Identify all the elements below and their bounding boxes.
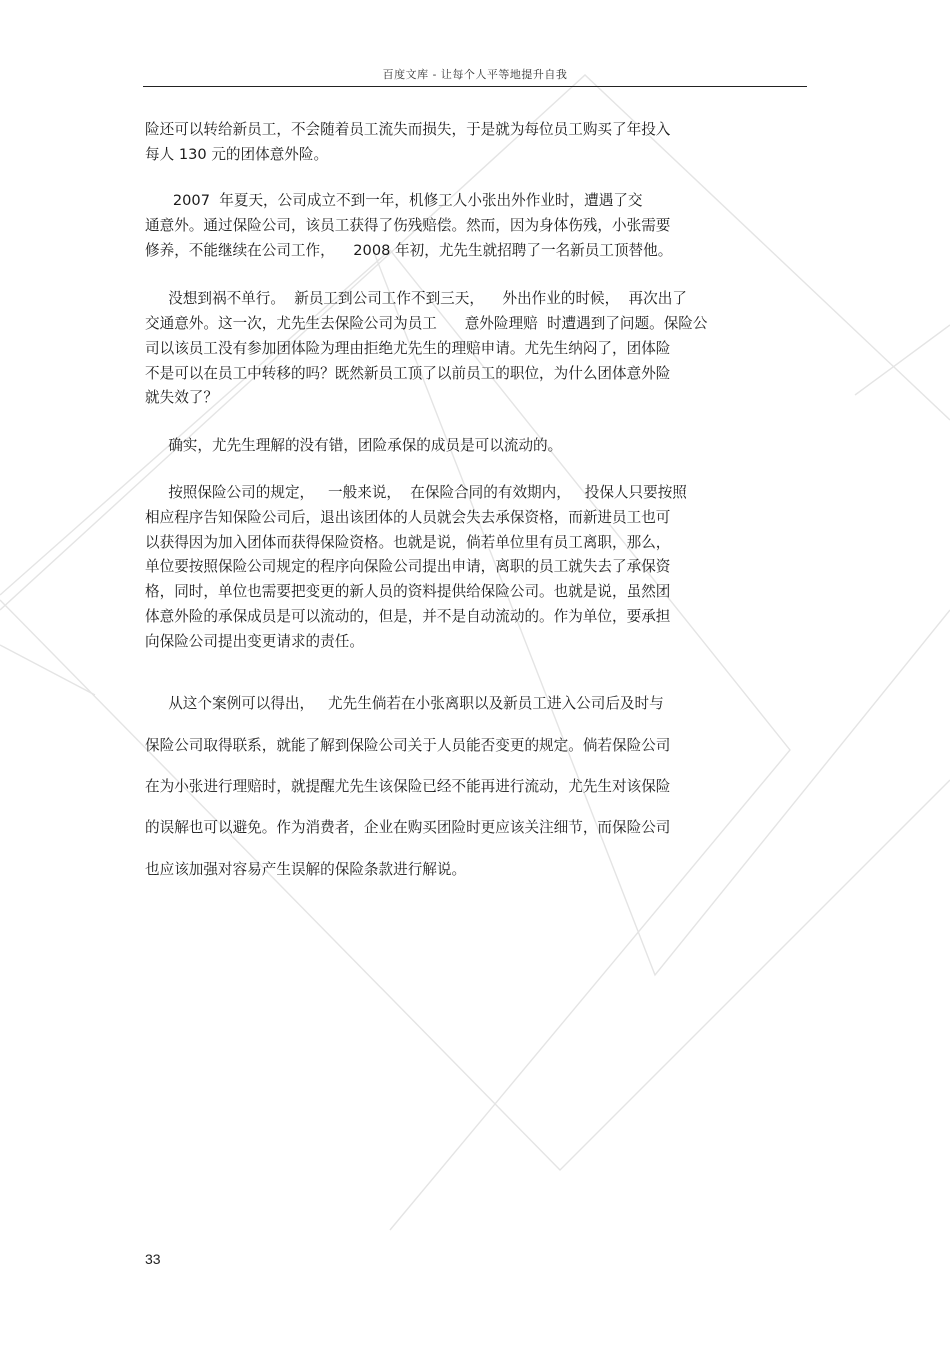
page-number: 33 xyxy=(145,1251,161,1267)
paragraph-6-line-1: 从这个案例可以得出， 尤先生倘若在小张离职以及新员工进入公司后及时与 xyxy=(145,695,664,712)
paragraph-1-line-2: 每人 130 元的团体意外险。 xyxy=(145,146,329,163)
paragraph-5-line-7: 向保险公司提出变更请求的责任。 xyxy=(145,633,364,650)
paragraph-2-line-1: 2007 年夏天，公司成立不到一年，机修工人小张出外作业时，遭遇了交 xyxy=(145,192,643,209)
paragraph-3-line-2: 交通意外。这一次，尤先生去保险公司为员工 意外险理赔 时遭遇到了问题。保险公 xyxy=(145,315,708,332)
paragraph-5-line-2: 相应程序告知保险公司后，退出该团体的人员就会失去承保资格，而新进员工也可 xyxy=(145,509,671,526)
paragraph-5-line-4: 单位要按照保险公司规定的程序向保险公司提出申请，离职的员工就失去了承保资 xyxy=(145,558,671,575)
paragraph-2-line-2: 通意外。通过保险公司，该员工获得了伤残赔偿。然而，因为身体伤残，小张需要 xyxy=(145,217,671,234)
paragraph-6-line-4: 的误解也可以避免。作为消费者，企业在购买团险时更应该关注细节，而保险公司 xyxy=(145,819,671,836)
paragraph-6-line-5: 也应该加强对容易产生误解的保险条款进行解说。 xyxy=(145,861,467,878)
paragraph-3-line-1: 没想到祸不单行。 新员工到公司工作不到三天， 外出作业的时候， 再次出了 xyxy=(145,290,687,307)
paragraph-5-line-5: 格，同时，单位也需要把变更的新人员的资料提供给保险公司。也就是说，虽然团 xyxy=(145,583,671,600)
paragraph-4-line-1: 确实，尤先生理解的没有错，团险承保的成员是可以流动的。 xyxy=(145,437,563,454)
page-header: 百度文库 - 让每个人平等地提升自我 xyxy=(382,68,568,81)
paragraph-5-line-6: 体意外险的承保成员是可以流动的，但是，并不是自动流动的。作为单位，要承担 xyxy=(145,608,671,625)
paragraph-5-line-1: 按照保险公司的规定， 一般来说， 在保险合同的有效期内， 投保人只要按照 xyxy=(145,484,687,501)
paragraph-3-line-5: 就失效了？ xyxy=(145,389,218,406)
paragraph-3-line-4: 不是可以在员工中转移的吗？既然新员工顶了以前员工的职位，为什么团体意外险 xyxy=(145,365,671,382)
paragraph-1-line-1: 险还可以转给新员工，不会随着员工流失而损失，于是就为每位员工购买了年投入 xyxy=(145,121,671,138)
paragraph-6-line-2: 保险公司取得联系，就能了解到保险公司关于人员能否变更的规定。倘若保险公司 xyxy=(145,737,671,754)
paragraph-5-line-3: 以获得因为加入团体而获得保险资格。也就是说，倘若单位里有员工离职，那么， xyxy=(145,534,671,551)
paragraph-2-line-3: 修养，不能继续在公司工作， 2008 年初，尤先生就招聘了一名新员工顶替他。 xyxy=(145,242,673,259)
header-divider xyxy=(143,86,807,87)
paragraph-6-line-3: 在为小张进行理赔时，就提醒尤先生该保险已经不能再进行流动，尤先生对该保险 xyxy=(145,778,671,795)
paragraph-3-line-3: 司以该员工没有参加团体险为理由拒绝尤先生的理赔申请。尤先生纳闷了，团体险 xyxy=(145,340,671,357)
